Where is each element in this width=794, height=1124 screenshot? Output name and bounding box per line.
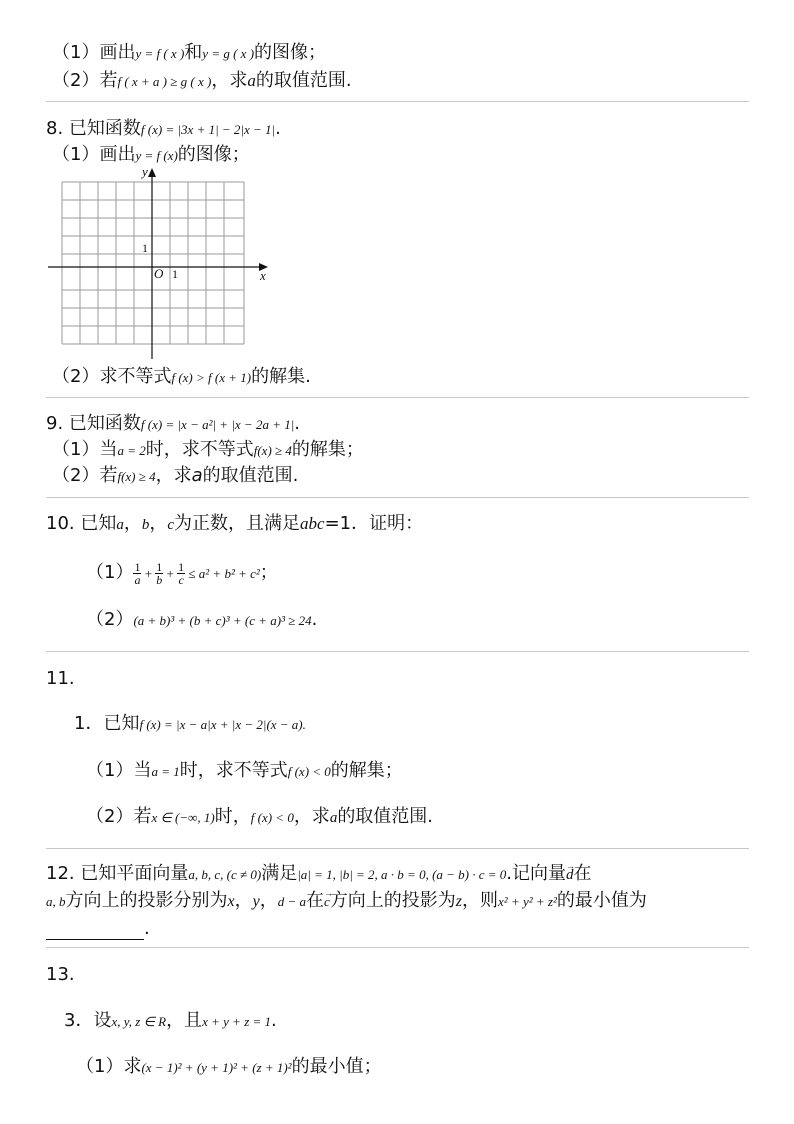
q8-head	[46, 118, 281, 141]
q7-part2	[52, 70, 352, 93]
q11-sub-head-text: 1．已知	[74, 713, 140, 734]
q9-part2-mid: ，求	[155, 465, 192, 486]
q8-part1-expr: y = f (x)	[135, 148, 178, 163]
q13-sub-head-text: 3．设	[64, 1010, 112, 1031]
q12-line2-e: 的最小值为	[556, 890, 647, 911]
q13-number: 13.	[46, 964, 75, 985]
x-unit-label: 1	[172, 267, 178, 281]
q11-part1-expr2: f (x) < 0	[287, 764, 331, 779]
q8-part2-label: （2）求不等式	[52, 366, 172, 387]
q8-head-end: .	[275, 118, 281, 139]
separator	[46, 947, 749, 948]
q10-part1-tail: ；	[259, 562, 278, 583]
y-axis-label: y	[142, 164, 148, 179]
y-unit-label: 1	[142, 241, 148, 255]
q11-number: 11.	[46, 668, 75, 689]
q13-part1-expr: (x − 1)² + (y + 1)² + (z + 1)²	[141, 1060, 292, 1075]
q10-var-b: b	[141, 517, 150, 533]
q8-part1-tail: 的图像；	[177, 144, 250, 165]
q12-line2-d: ，则	[462, 890, 499, 911]
separator	[46, 397, 749, 398]
q12-line3	[46, 918, 150, 940]
q11-part1	[86, 760, 403, 783]
q10-var-c: c	[167, 517, 175, 533]
q12-head: 12. 已知平面向量	[46, 863, 189, 884]
q10-head-text: 10. 已知	[46, 513, 117, 534]
q11-sub-head	[74, 713, 306, 736]
q8-part1-label: （1）画出	[52, 144, 136, 165]
q10-var-a: a	[116, 517, 124, 533]
q10-part2-tail: .	[311, 609, 318, 630]
q7-part1-tail: 的图像；	[254, 42, 327, 63]
q7-part2-tail: 的取值范围.	[255, 70, 352, 91]
q12-expr-sum: x² + y² + z²	[498, 894, 557, 909]
q9-part2-tail: 的取值范围.	[202, 465, 299, 486]
q7-part2-var: a	[247, 71, 256, 90]
q12-condition: |a| = 1, |b| = 2, a · b = 0, (a − b) · c = 0	[297, 867, 507, 882]
q7-part1-expr1: y = f ( x )	[135, 46, 185, 61]
q9-part2-label: （2）若	[52, 465, 118, 486]
q9-head-end: .	[294, 413, 301, 434]
q13-expr1: x, y, z ∈ R	[111, 1014, 167, 1029]
q12-line2-c: 方向上的投影为	[329, 890, 456, 911]
q8-part2-tail: 的解集.	[251, 366, 311, 387]
q12-line1	[46, 863, 592, 886]
q12-tail1: 在	[573, 863, 592, 884]
q13-expr2: x + y + z = 1	[202, 1014, 272, 1029]
q9-part1-expr1: a = 2	[117, 443, 146, 458]
origin-label: O	[154, 266, 164, 281]
q7-part2-mid: ，求	[211, 70, 248, 91]
q9-part2-expr: f(x) ≥ 4	[117, 469, 156, 484]
q11-part1-mid: 时，求不等式	[179, 760, 288, 781]
q10-part2-label: （2）	[86, 609, 134, 630]
q10-head	[46, 513, 423, 536]
q11-func: f (x) = |x − a|x + |x − 2|(x − a).	[139, 717, 306, 732]
q12-expr-d-minus-a: d − a	[277, 894, 306, 909]
q11-part1-tail: 的解集；	[330, 760, 403, 781]
q7-part1-expr2: y = g ( x )	[202, 46, 255, 61]
q8-part2	[52, 366, 311, 389]
q12-vector-d: → d	[566, 864, 574, 886]
q10-comma2: ，	[149, 513, 168, 534]
y-axis-arrow-icon	[148, 168, 156, 177]
q8-part2-expr: f (x) > f (x + 1)	[171, 370, 252, 385]
q8-func: f (x) = |3x + 1| − 2|x − 1|	[140, 122, 276, 137]
q11-part2-mid2: ，求	[293, 806, 330, 827]
q7-part1-and: 和	[184, 42, 203, 63]
q11-part2-mid: 时，	[214, 806, 251, 827]
separator	[46, 101, 749, 102]
coordinate-grid-figure	[46, 164, 276, 364]
q12-line3-end: .	[144, 918, 150, 939]
q11-part2-var: a	[329, 810, 338, 826]
q9-part1-label: （1）当	[52, 439, 118, 460]
q11-part2-expr2: f (x) < 0	[250, 810, 294, 825]
q9-head	[46, 413, 300, 436]
q10-part2-expr: (a + b)³ + (b + c)³ + (c + a)³ ≥ 24	[133, 613, 312, 628]
q10-comma1: ，	[123, 513, 142, 534]
q12-var-z: z	[455, 893, 463, 910]
q10-frac-a: $\frac{1}{a}$	[134, 559, 141, 587]
q12-var-y: y	[252, 893, 260, 910]
separator	[46, 848, 749, 849]
q11-part2-expr1: x ∈ (−∞, 1)	[151, 810, 215, 825]
q11-part2-label: （2）若	[86, 806, 152, 827]
q12-line2-a: 方向上的投影分别为	[65, 890, 228, 911]
q12-comma2: ，	[259, 890, 278, 911]
q9-part2-var: a	[191, 465, 203, 486]
q13-part1-label: （1）求	[76, 1056, 142, 1077]
q12-mid1: 满足	[261, 863, 298, 884]
q8-head-text: 8. 已知函数	[46, 118, 141, 139]
q11-part2-tail: 的取值范围.	[337, 806, 434, 827]
q10-part2	[86, 609, 317, 632]
q12-vector-c: → c	[324, 891, 330, 913]
q10-head-tail: =1．证明：	[324, 513, 424, 534]
q9-part1-tail: 的解集；	[291, 439, 364, 460]
q9-func: f (x) = |x − a²| + |x − 2a + 1|	[140, 417, 295, 432]
q9-part1-expr2: f(x) ≥ 4	[253, 443, 292, 458]
q12-var-x: x	[227, 893, 235, 910]
q12-mid2: .记向量	[506, 863, 567, 884]
q7-part1-label: （1）画出	[52, 42, 136, 63]
x-axis-label: x	[260, 268, 266, 283]
q10-head-mid: 为正数，且满足	[174, 513, 301, 534]
q9-part1	[52, 439, 364, 462]
q10-frac-c: $\frac{1}{c}$	[178, 559, 185, 587]
q12-vectors: a, b, c, (c ≠ 0)	[188, 867, 262, 882]
grid-lines	[62, 182, 244, 344]
q13-sub-head	[64, 1010, 277, 1033]
separator	[46, 651, 749, 652]
q13-end: .	[271, 1010, 277, 1031]
q10-part1: （1） $\frac{1}{a}$ + $\frac{1}{b}$ + $\frac{1}{c}$ ≤ a² + b² + c²；	[86, 559, 278, 587]
q12-line2-b: 在	[306, 890, 324, 911]
q10-frac-b: $\frac{1}{b}$	[156, 559, 163, 587]
q11-part1-expr1: a = 1	[151, 764, 180, 779]
q12-line2	[46, 890, 647, 913]
q10-part1-rhs: ≤ a² + b² + c²	[188, 566, 260, 581]
separator	[46, 497, 749, 498]
q9-part1-mid: 时，求不等式	[145, 439, 254, 460]
q12-comma1: ，	[234, 890, 253, 911]
q10-part1-label: （1）	[86, 562, 134, 583]
q9-part2	[52, 465, 298, 488]
q11-part2	[86, 806, 433, 829]
q7-part2-expr: f ( x + a ) ≥ g ( x )	[117, 74, 212, 89]
q13-part1	[76, 1056, 382, 1079]
q12-vectors-ab: a, b	[46, 894, 66, 909]
q13-mid: ，且	[166, 1010, 203, 1031]
answer-blank[interactable]	[46, 923, 144, 940]
q9-head-text: 9. 已知函数	[46, 413, 141, 434]
q11-part1-label: （1）当	[86, 760, 152, 781]
q7-part2-label: （2）若	[52, 70, 118, 91]
q13-part1-tail: 的最小值；	[291, 1056, 382, 1077]
q10-cond: abc	[300, 514, 325, 533]
q7-part1	[52, 42, 326, 65]
